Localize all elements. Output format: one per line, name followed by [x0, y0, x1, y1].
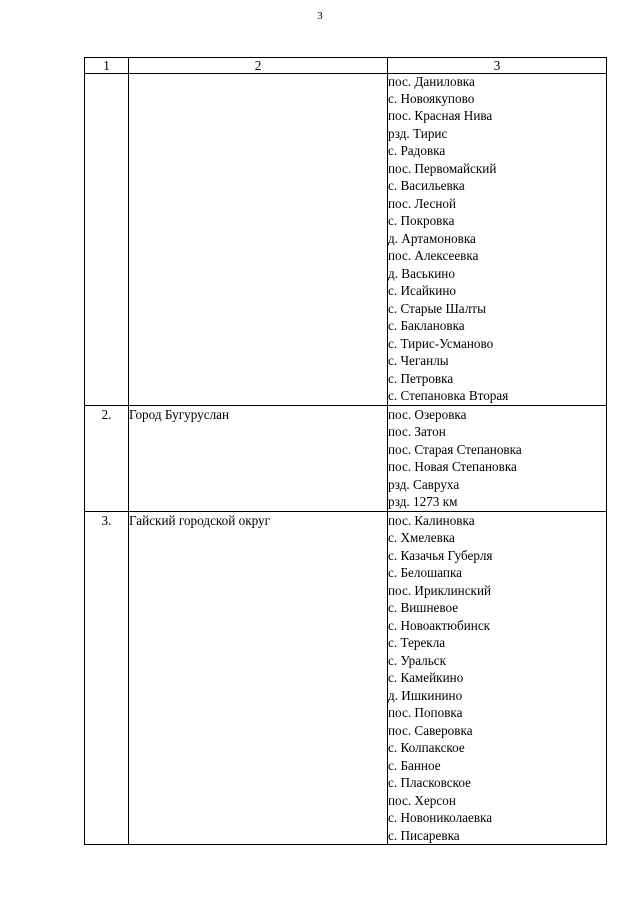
table-row: [85, 74, 607, 406]
settlement-item: пос. Алексеевка: [388, 248, 479, 263]
settlement-item: пос. Лесной: [388, 195, 457, 211]
column-header-settlements: 3: [388, 58, 607, 74]
settlement-item: с. Чеганлы: [388, 353, 449, 368]
settlement-item: с. Новониколаевка: [388, 810, 493, 825]
settlement-item: пос. Затон: [388, 424, 446, 439]
settlement-item: с. Банное: [388, 757, 441, 773]
settlements-cell: [388, 511, 607, 845]
district-name-cell: Гайский городской округ: [129, 511, 388, 845]
settlement-item: пос. Даниловка: [388, 74, 475, 89]
settlements-cell: [388, 405, 607, 511]
settlement-item: с. Степановка Вторая: [388, 388, 509, 403]
settlement-item: с. Уральск: [388, 652, 447, 668]
settlement-item: с. Новоякупово: [388, 90, 475, 106]
settlement-item: с. Старые Шалты: [388, 300, 486, 316]
row-number-cell: 3.: [85, 511, 129, 845]
settlement-item: с. Радовка: [388, 143, 446, 158]
table-body: [85, 74, 607, 845]
settlement-item: рзд. 1273 км: [388, 494, 458, 509]
settlement-item: пос. Калиновка: [388, 512, 475, 528]
settlement-item: пос. Первомайский: [388, 160, 497, 176]
settlement-item: пос. Новая Степановка: [388, 459, 517, 474]
settlement-item: с. Исайкино: [388, 283, 457, 298]
settlement-item: пос. Озеровка: [388, 406, 467, 422]
settlements-cell: [388, 74, 607, 406]
table-row: [85, 511, 607, 845]
settlement-item: пос. Саверовка: [388, 722, 473, 738]
settlement-item: рзд. Тирис: [388, 125, 448, 141]
settlement-item: д. Ишкинино: [388, 687, 463, 703]
district-name-cell: [129, 74, 388, 406]
settlement-item: с. Тирис-Усманово: [388, 335, 494, 351]
settlements-table: [84, 57, 607, 845]
table-header-row: [85, 58, 607, 74]
row-number-cell: 2.: [85, 405, 129, 511]
settlement-item: пос. Красная Нива: [388, 108, 493, 123]
settlement-item: с. Писаревка: [388, 827, 460, 843]
settlement-item: д. Артамоновка: [388, 230, 476, 246]
column-header-number: 1: [85, 58, 129, 74]
settlement-item: с. Покровка: [388, 213, 455, 228]
settlement-item: пос. Поповка: [388, 705, 463, 720]
settlement-item: пос. Ириклинский: [388, 582, 492, 598]
settlement-item: с. Хмелевка: [388, 530, 455, 545]
settlement-item: д. Васькино: [388, 265, 455, 281]
column-header-district: 2: [129, 58, 388, 74]
settlement-item: с. Вишневое: [388, 600, 459, 615]
settlement-item: с. Баклановка: [388, 318, 465, 333]
settlement-item: рзд. Савруха: [388, 476, 460, 492]
settlement-item: с. Васильевка: [388, 178, 465, 193]
settlement-item: пос. Херсон: [388, 792, 456, 808]
table-row: [85, 405, 607, 511]
settlement-item: с. Терекла: [388, 635, 446, 650]
settlement-item: с. Пласковское: [388, 775, 471, 790]
settlement-item: с. Петровка: [388, 370, 454, 386]
settlement-item: с. Камейкино: [388, 670, 464, 685]
settlement-item: с. Белошапка: [388, 565, 462, 580]
settlement-item: с. Колпакское: [388, 740, 465, 755]
page-number: 3: [317, 10, 323, 22]
settlement-item: пос. Старая Степановка: [388, 441, 522, 457]
settlement-item: с. Новоактюбинск: [388, 617, 491, 633]
settlement-item: с. Казачья Губерля: [388, 547, 493, 563]
district-name-cell: Город Бугуруслан: [129, 405, 388, 511]
row-number-cell: [85, 74, 129, 406]
